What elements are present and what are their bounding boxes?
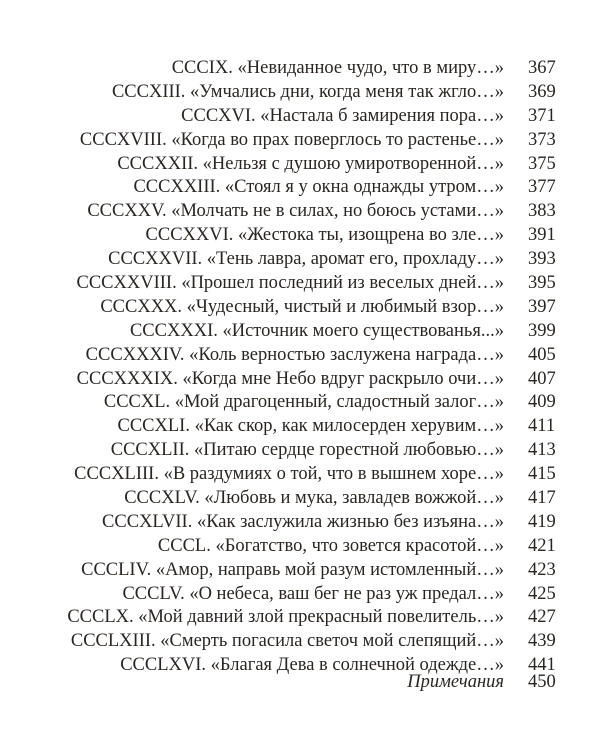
toc-entry-page: 423 bbox=[528, 559, 556, 580]
toc-entry-page: 427 bbox=[528, 607, 556, 628]
toc-entry-page: 413 bbox=[528, 440, 556, 461]
toc-entry-title: CCCXLIII. «В раздумиях о той, что в вышнем хоре…» bbox=[74, 464, 504, 485]
toc-entry-page: 377 bbox=[528, 177, 556, 198]
toc-entry-title: CCCXLI. «Как скор, как милосерден херувим…» bbox=[117, 416, 504, 437]
toc-entry-title: CCCXXVII. «Тень лавра, аромат его, прохладу…» bbox=[108, 249, 504, 270]
toc-entry-title: CCCXLV. «Любовь и мука, завладев вожжой…» bbox=[124, 488, 504, 509]
toc-entry-title: CCCXXXIX. «Когда мне Небо вдруг раскрыло очи…» bbox=[76, 368, 504, 389]
toc-entry[interactable] bbox=[0, 176, 600, 200]
toc-entry-page: 393 bbox=[528, 249, 556, 270]
notes-page: 450 bbox=[528, 672, 556, 692]
toc-entry[interactable] bbox=[0, 368, 600, 392]
notes-label: Примечания bbox=[407, 672, 504, 692]
toc-entry-page: 405 bbox=[528, 344, 556, 365]
toc-entry[interactable] bbox=[0, 272, 600, 296]
table-of-contents bbox=[0, 57, 600, 678]
toc-entry-title: CCCXLVII. «Как заслужила жизнью без изъяна…» bbox=[102, 511, 504, 532]
toc-entry-title: CCCLX. «Мой давний злой прекрасный повелитель…» bbox=[67, 607, 504, 628]
toc-entry-title: CCCLXVI. «Благая Дева в солнечной одежде…» bbox=[120, 655, 504, 676]
toc-entry-page: 415 bbox=[528, 464, 556, 485]
toc-entry-page: 371 bbox=[528, 105, 556, 126]
toc-entry-page: 399 bbox=[528, 320, 556, 341]
toc-entry[interactable] bbox=[0, 487, 600, 511]
toc-entry-page: 407 bbox=[528, 368, 556, 389]
toc-entry-title: CCCLIV. «Амор, направь мой разум истомленный…» bbox=[81, 559, 504, 580]
toc-entry-title: CCCXXXIV. «Коль верностью заслужена награда…» bbox=[85, 344, 504, 365]
toc-entry-page: 419 bbox=[528, 511, 556, 532]
toc-entry-title: CCCXVI. «Настала б замирения пора…» bbox=[181, 105, 504, 126]
toc-entry-title: CCCXXX. «Чудесный, чистый и любимый взор…» bbox=[100, 296, 504, 317]
toc-entry-page: 425 bbox=[528, 583, 556, 604]
toc-entry[interactable] bbox=[0, 344, 600, 368]
toc-entry-page: 409 bbox=[528, 392, 556, 413]
toc-entry[interactable] bbox=[0, 224, 600, 248]
toc-entry-page: 397 bbox=[528, 296, 556, 317]
toc-entry-page: 373 bbox=[528, 129, 556, 150]
toc-entry[interactable] bbox=[0, 535, 600, 559]
toc-entry[interactable] bbox=[0, 630, 600, 654]
toc-entry[interactable] bbox=[0, 248, 600, 272]
toc-entry-page: 375 bbox=[528, 153, 556, 174]
toc-entry[interactable] bbox=[0, 391, 600, 415]
toc-entry[interactable] bbox=[0, 463, 600, 487]
toc-entry[interactable] bbox=[0, 81, 600, 105]
toc-entry[interactable] bbox=[0, 415, 600, 439]
toc-entry[interactable] bbox=[0, 583, 600, 607]
toc-entry-page: 391 bbox=[528, 225, 556, 246]
toc-entry-title: CCCXIII. «Умчались дни, когда меня так жгло…» bbox=[111, 81, 504, 102]
toc-entry[interactable] bbox=[0, 129, 600, 153]
toc-entry[interactable] bbox=[0, 606, 600, 630]
toc-entry-page: 411 bbox=[528, 416, 556, 437]
toc-entry-title: CCCXLII. «Питаю сердце горестной любовью…» bbox=[110, 440, 504, 461]
toc-entry[interactable] bbox=[0, 320, 600, 344]
toc-entry-title: CCCXVIII. «Когда во прах поверглось то растенье…» bbox=[79, 129, 504, 150]
toc-entry-page: 421 bbox=[528, 535, 556, 556]
toc-entry-title: CCCXXXI. «Источник моего существованья...» bbox=[129, 320, 504, 341]
toc-entry-title: CCCL. «Богатство, что зовется красотой…» bbox=[157, 535, 504, 556]
toc-entry-page: 367 bbox=[528, 58, 556, 78]
toc-entry-title: CCCXXV. «Молчать не в силах, но боюсь устами…» bbox=[87, 201, 504, 222]
toc-entry-title: CCCXXII. «Нельзя с душою умиротворенной…» bbox=[117, 153, 504, 174]
toc-entry-page: 441 bbox=[528, 655, 556, 676]
toc-entry-title: CCCLXIII. «Смерть погасила светоч мой слепящий…» bbox=[70, 631, 504, 652]
toc-entry[interactable] bbox=[0, 200, 600, 224]
toc-entry[interactable] bbox=[0, 559, 600, 583]
toc-entry[interactable] bbox=[0, 153, 600, 177]
toc-entry-page: 383 bbox=[528, 201, 556, 222]
toc-entry[interactable] bbox=[0, 57, 600, 81]
toc-entry-title: CCCXL. «Мой драгоценный, сладостный залог…» bbox=[103, 392, 504, 413]
toc-entry-title: CCCIX. «Невиданное чудо, что в миру…» bbox=[171, 58, 504, 78]
toc-entry-page: 417 bbox=[528, 488, 556, 509]
toc-entry[interactable] bbox=[0, 296, 600, 320]
toc-entry-page: 395 bbox=[528, 273, 556, 294]
toc-entry-page: 369 bbox=[528, 81, 556, 102]
toc-entry-title: CCCLV. «О небеса, ваш бег не раз уж предал…» bbox=[122, 583, 504, 604]
toc-entry[interactable] bbox=[0, 511, 600, 535]
toc-entry-title: CCCXXVI. «Жестока ты, изощрена во зле…» bbox=[145, 225, 504, 246]
toc-notes-entry[interactable] bbox=[0, 669, 600, 695]
toc-entry-page: 439 bbox=[528, 631, 556, 652]
toc-entry-title: CCCXXIII. «Стоял я у окна однажды утром…» bbox=[133, 177, 504, 198]
toc-entry[interactable] bbox=[0, 105, 600, 129]
toc-entry[interactable] bbox=[0, 439, 600, 463]
toc-entry-title: CCCXXVIII. «Прошел последний из веселых дней…» bbox=[76, 273, 504, 294]
